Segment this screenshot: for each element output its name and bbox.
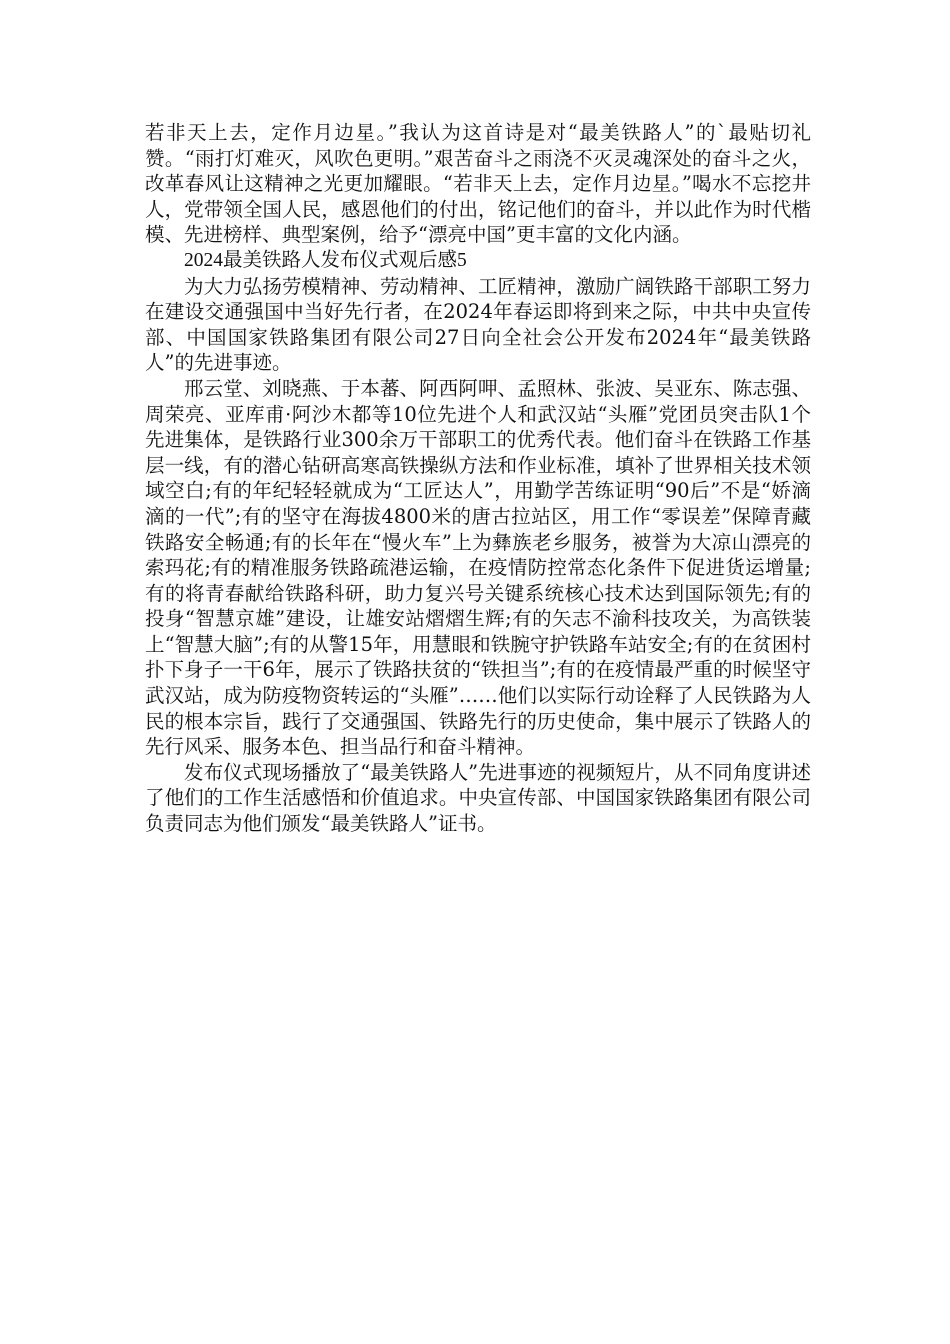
paragraph-body: 邢云堂、刘晓燕、于本蕃、阿西阿呷、孟照林、张波、吴亚东、陈志强、周荣亮、亚库甫·阿沙木都等10位先进个人和武汉站“头雁”党团员突击队1个先进集体，是铁路行业300余万干部职工的优秀代表。他们奋斗在铁路工作基层一线，有的潜心钻研高寒高铁操纵方法和作业标准，填补了世界相关技术领域空白;有的年纪轻轻就成为“工匠达人”，用勤学苦练证明“90后”不是“娇滴滴的一代”;有的坚守在海拔4800米的唐古拉站区，用工作“零误差”保障青藏铁路安全畅通;有的长年在“慢火车”上为彝族老乡服务，被誉为大凉山漂亮的索玛花;有的精准服务铁路疏港运输，在疫情防控常态化条件下促进货运增量;有的将青春献给铁路科研，助力复兴号关键系统核心技术达到国际领先;有的投身“智慧京雄”建设，让雄安站熠熠生辉;有的矢志不渝科技攻关，为高铁装上“智慧大脑”;有的从警15年，用慧眼和铁腕守护铁路车站安全;有的在贫困村扑下身子一干6年，展示了铁路扶贫的“铁担当”;有的在疫情最严重的时候坚守武汉站，成为防疫物资转运的“头雁”……他们以实际行动诠释了人民铁路为人民的根本宗旨，践行了交通强国、铁路先行的历史使命，集中展示了铁路人的先行风采、服务本色、担当品行和奋斗精神。	[145, 376, 811, 759]
document-body	[145, 120, 811, 837]
paragraph-intro: 为大力弘扬劳模精神、劳动精神、工匠精神，激励广阔铁路干部职工努力在建设交通强国中当好先行者，在2024年春运即将到来之际，中共中央宣传部、中国国家铁路集团有限公司27日向全社会公开发布2024年“最美铁路人”的先进事迹。	[145, 274, 811, 375]
section-heading: 2024最美铁路人发布仪式观后感5	[184, 249, 467, 271]
paragraph-closing: 发布仪式现场播放了“最美铁路人”先进事迹的视频短片，从不同角度讲述了他们的工作生活感悟和价值追求。中央宣传部、中国国家铁路集团有限公司负责同志为他们颁发“最美铁路人”证书。	[145, 760, 811, 836]
paragraph-continuation: 若非天上去，定作月边星。”我认为这首诗是对“最美铁路人”的`最贴切礼赞。“雨打灯难灭，风吹色更明。”艰苦奋斗之雨浇不灭灵魂深处的奋斗之火，改革春风让这精神之光更加耀眼。“若非天上去，定作月边星。”喝水不忘挖井人，党带领全国人民，感恩他们的付出，铭记他们的奋斗，并以此作为时代楷模、先进榜样、典型案例，给予“漂亮中国”更丰富的文化内涵。	[145, 121, 811, 247]
